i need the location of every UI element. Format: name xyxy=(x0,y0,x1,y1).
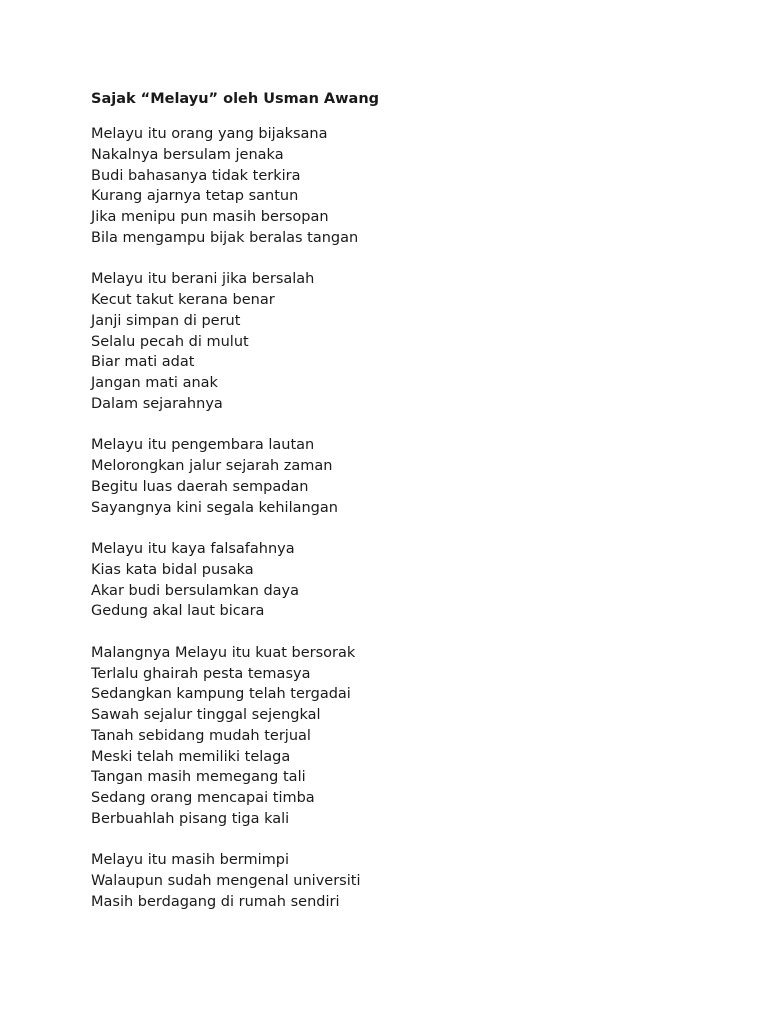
stanza-2 xyxy=(91,269,360,414)
poem-line: Tangan masih memegang tali xyxy=(91,769,306,786)
poem-line: Malangnya Melayu itu kuat bersorak xyxy=(91,644,356,661)
poem-line: Melayu itu pengembara lautan xyxy=(91,437,315,454)
poem-line: Jangan mati anak xyxy=(91,375,218,391)
poem-title: Sajak “Melayu” oleh Usman Awang xyxy=(91,91,380,107)
poem-body xyxy=(91,124,360,933)
poem-line: Melayu itu masih bermimpi xyxy=(91,852,289,869)
poem-line: Sedang orang mencapai timba xyxy=(91,790,315,806)
poem-line: Tanah sebidang mudah terjual xyxy=(91,727,311,744)
poem-line: Meski telah memiliki telaga xyxy=(91,748,291,765)
poem-line: Akar budi bersulamkan daya xyxy=(91,582,300,599)
poem-line: Janji simpan di perut xyxy=(91,312,241,329)
poem-line: Walaupun sudah mengenal universiti xyxy=(91,873,361,889)
poem-line: Budi bahasanya tidak terkira xyxy=(91,167,301,184)
poem-line: Melayu itu berani jika bersalah xyxy=(91,271,315,288)
stanza-1 xyxy=(91,124,360,249)
poem-line: Berbuahlah pisang tiga kali xyxy=(91,810,290,827)
stanza-5 xyxy=(91,643,360,830)
poem-line: Melorongkan jalur sejarah zaman xyxy=(91,458,333,474)
poem-line: Sayangnya kini segala kehilangan xyxy=(91,499,338,516)
poem-line: Melayu itu kaya falsafahnya xyxy=(91,541,295,557)
poem-line: Jika menipu pun masih bersopan xyxy=(91,209,329,225)
poem-line: Biar mati adat xyxy=(91,354,195,371)
stanza-3 xyxy=(91,435,360,518)
poem-line: Selalu pecah di mulut xyxy=(91,333,249,350)
poem-line: Bila mengampu bijak beralas tangan xyxy=(91,229,359,246)
poem-line: Kecut takut kerana benar xyxy=(91,292,275,308)
poem-line: Dalam sejarahnya xyxy=(91,395,223,412)
poem-line: Gedung akal laut bicara xyxy=(91,603,265,620)
poem-line: Kias kata bidal pusaka xyxy=(91,561,254,578)
poem-line: Sawah sejalur tinggal sejengkal xyxy=(91,707,321,723)
poem-line: Sedangkan kampung telah tergadai xyxy=(91,686,351,703)
poem-line: Masih berdagang di rumah sendiri xyxy=(91,893,340,910)
poem-line: Begitu luas daerah sempadan xyxy=(91,478,309,495)
poem-line: Nakalnya bersulam jenaka xyxy=(91,146,284,163)
poem-line: Melayu itu orang yang bijaksana xyxy=(91,126,328,142)
poem-line: Terlalu ghairah pesta temasya xyxy=(91,665,311,682)
stanza-6 xyxy=(91,850,360,912)
stanza-4 xyxy=(91,539,360,622)
poem-line: Kurang ajarnya tetap santun xyxy=(91,188,299,205)
